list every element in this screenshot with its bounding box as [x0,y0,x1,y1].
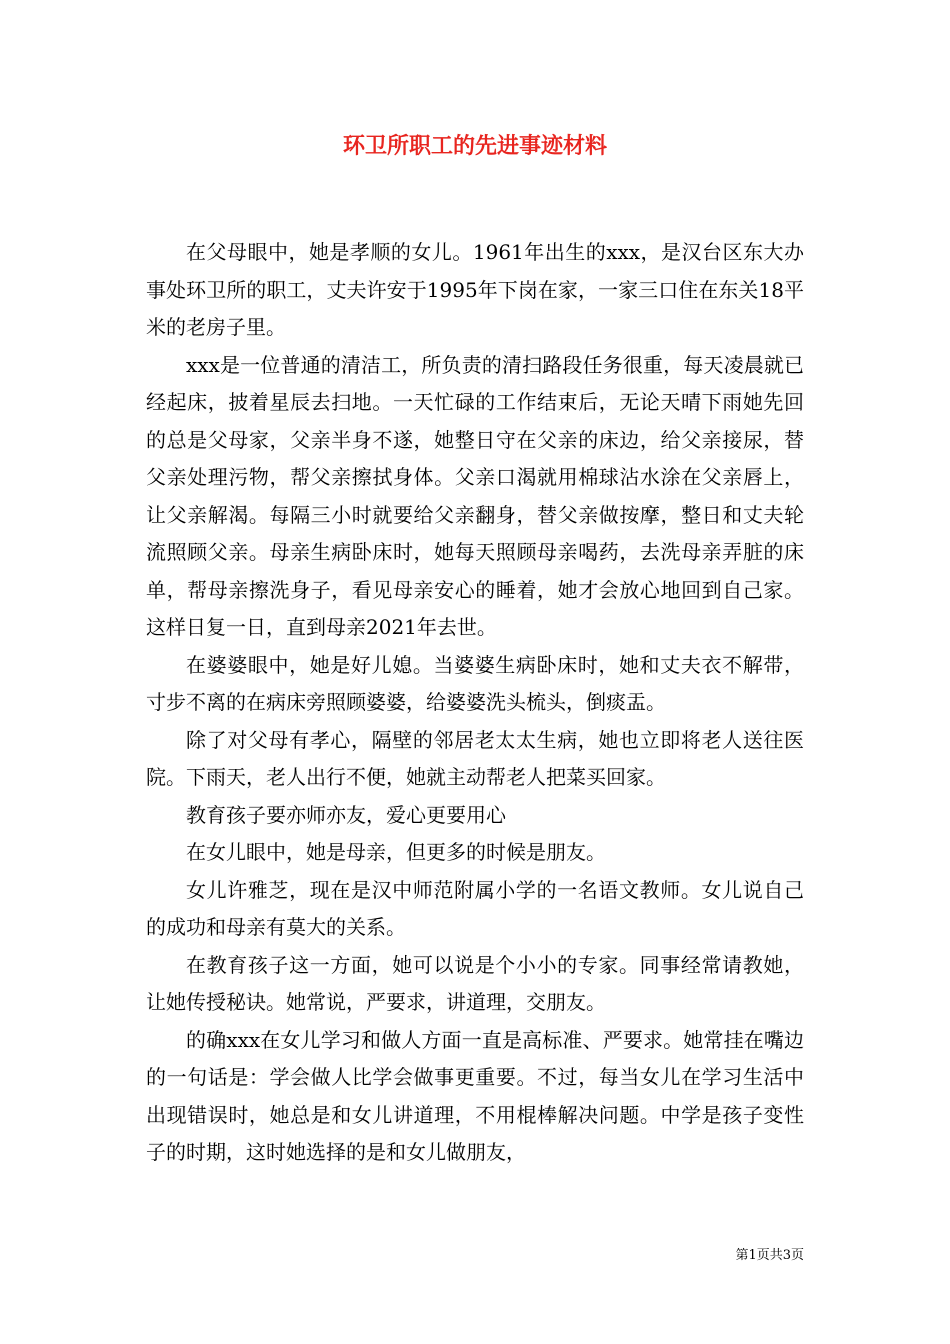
paragraph: 在婆婆眼中，她是好儿媳。当婆婆生病卧床时，她和丈夫衣不解带，寸步不离的在病床旁照顾婆婆，给婆婆洗头梳头，倒痰盂。 [146,652,804,714]
document-title: 环卫所职工的先进事迹材料 [342,133,607,159]
page-number-footer: 第1页共3页 [735,1248,804,1263]
paragraph: 在教育孩子这一方面，她可以说是个小小的专家。同事经常请教她，让她传授秘诀。她常说，严要求，讲道理，交朋友。 [146,952,804,1014]
section-heading: 教育孩子要亦师亦友，爱心更要用心 [186,802,506,827]
paragraph: 除了对父母有孝心，隔壁的邻居老太太生病，她也立即将老人送往医院。下雨天，老人出行不便，她就主动帮老人把菜买回家。 [146,727,804,789]
paragraph: 的确xxx在女儿学习和做人方面一直是高标准、严要求。她常挂在嘴边的一句话是：学会做人比学会做事更重要。不过，每当女儿在学习生活中出现错误时，她总是和女儿讲道理，不用棍棒解决问题。中学是孩子变性子的时期，这时她选择的是和女儿做朋友， [146,1027,804,1164]
paragraph: 女儿许雅芝，现在是汉中师范附属小学的一名语文教师。女儿说自己的成功和母亲有莫大的关系。 [146,877,804,939]
document-body [146,234,804,1172]
paragraph: 在女儿眼中，她是母亲，但更多的时候是朋友。 [186,840,606,864]
paragraph: 在父母眼中，她是孝顺的女儿。1961年出生的xxx，是汉台区东大办事处环卫所的职工，丈夫许安于1995年下岗在家，一家三口住在东关18平米的老房子里。 [146,240,804,339]
paragraph: xxx是一位普通的清洁工，所负责的清扫路段任务很重，每天凌晨就已经起床，披着星辰去扫地。一天忙碌的工作结束后，无论天晴下雨她先回的总是父母家，父亲半身不遂，她整日守在父亲的床边，给父亲接尿，替父亲处理污物，帮父亲擦拭身体。父亲口渴就用棉球沾水涂在父亲唇上，让父亲解渴。每隔三小时就要给父亲翻身，替父亲做按摩，整日和丈夫轮流照顾父亲。母亲生病卧床时，她每天照顾母亲喝药，去洗母亲弄脏的床单，帮母亲擦洗身子，看见母亲安心的睡着，她才会放心地回到自己家。这样日复一日，直到母亲2021年去世。 [146,352,804,639]
